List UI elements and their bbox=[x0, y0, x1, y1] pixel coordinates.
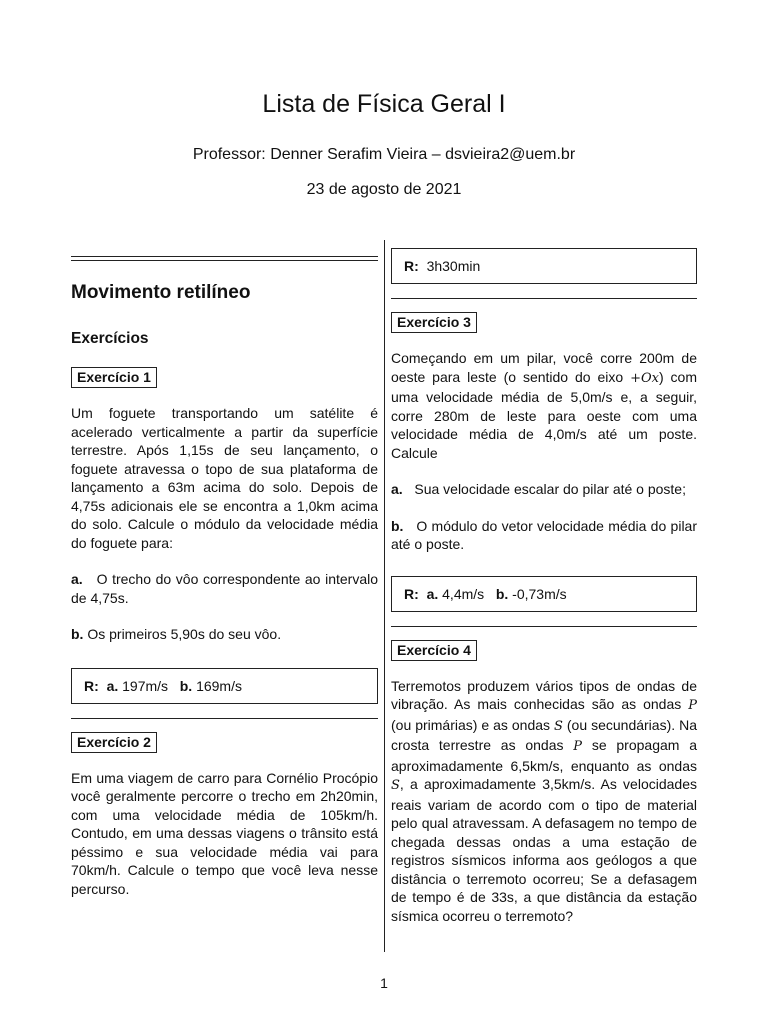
exercise-3-text: Começando em um pilar, você corre 200m de oeste para leste (o sentido do eixo +Ox) com uma velocidade média de 5,0m/s e, a seguir, corre 280m de leste para oeste com uma velocidade média de 4,0m/s até um poste. Calcule bbox=[391, 350, 698, 461]
section-title: Movimento retilíneo bbox=[71, 282, 251, 303]
exercise-3-label: Exercício 3 bbox=[391, 312, 477, 333]
exercise-3-answer: R: a. 4,4m/s b. -0,73m/s bbox=[391, 576, 697, 612]
exercise-1-item-b: b. Os primeiros 5,90s do seu vôo. bbox=[71, 626, 282, 642]
author-line: Professor: Denner Serafim Vieira – dsvieira2@uem.br bbox=[192, 146, 576, 163]
exercise-2-answer: R: 3h30min bbox=[391, 248, 697, 284]
date-line: 23 de agosto de 2021 bbox=[306, 181, 462, 198]
subsection-title: Exercícios bbox=[71, 330, 149, 347]
exercise-1-text: Um foguete transportando um satélite é acelerado verticalmente a partir da superfície terrestre. Após 1,15s de seu lançamento, o foguete atravessa o topo de sua plataforma de lançamento a 63m acima do solo. Depois de 4,75s adicionais ele se encontra a 1,0km acima do solo. Calcule o módulo da velocidade média do foguete para: bbox=[71, 405, 378, 551]
exercise-1-label: Exercício 1 bbox=[71, 367, 157, 388]
exercise-2-label: Exercício 2 bbox=[71, 732, 157, 753]
document-title: Lista de Física Geral I bbox=[262, 90, 506, 118]
section-rule bbox=[71, 256, 378, 261]
page-number: 1 bbox=[380, 975, 388, 991]
exercise-4-label: Exercício 4 bbox=[391, 640, 477, 661]
exercise-4-text: Terremotos produzem vários tipos de ondas de vibração. As mais conhecidas são as ondas P (ou primárias) e as ondas S (ou secundárias). Na crosta terrestre as ondas P se propagam a aproximadamente 6,5km/s, enquanto as ondas S, a aproximadamente 3,5km/s. As velocidades reais variam de acordo com o tipo de material pelo qual atravessam. A defasagem no tempo de chegada dessas ondas a uma estação de registros sísmicos informa aos geólogos a que distância o terremoto ocorreu; Se a defasagem de tempo é de 33s, a que distância da estação sísmica ocorreu o terremoto? bbox=[391, 677, 697, 924]
exercise-3-item-b: b. O módulo do vetor velocidade média do pilar até o poste. bbox=[391, 517, 698, 552]
right-column bbox=[391, 248, 697, 925]
column-divider bbox=[384, 240, 385, 952]
left-column bbox=[71, 250, 378, 898]
exercise-2-text: Em uma viagem de carro para Cornélio Procópio você geralmente percorre o trecho em 2h20min, com uma velocidade média de 105km/h. Contudo, em uma dessas viagens o trânsito está péssimo e sua velocidade média vai para 70km/h. Calcule o tempo que você leva nesse percurso. bbox=[71, 769, 378, 897]
exercise-1-answer: R: a. 197m/s b. 169m/s bbox=[71, 668, 378, 704]
exercise-3-item-a: a. Sua velocidade escalar do pilar até o poste; bbox=[391, 481, 686, 497]
exercise-1-item-a: a. O trecho do vôo correspondente ao intervalo de 4,75s. bbox=[71, 571, 379, 606]
